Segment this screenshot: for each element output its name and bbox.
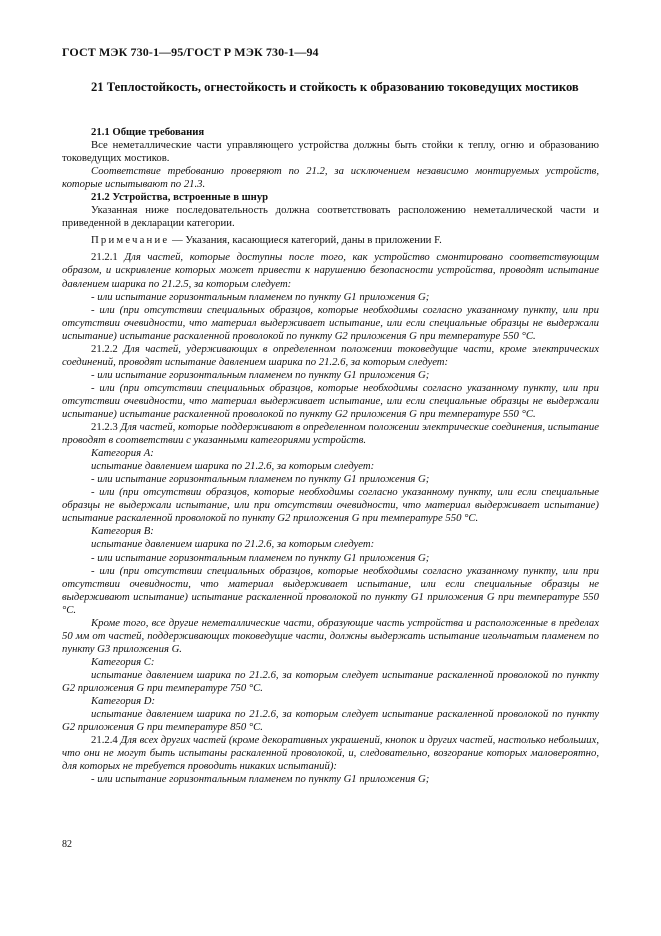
paragraph bbox=[62, 447, 599, 460]
paragraph bbox=[62, 552, 599, 565]
paragraph bbox=[62, 617, 599, 656]
clause-number: 21.2.3 bbox=[91, 421, 118, 434]
paragraph-text: - или испытание горизонтальным пламенем по пункту G1 приложения G; bbox=[91, 773, 430, 786]
paragraph bbox=[62, 291, 599, 304]
document-header: ГОСТ МЭК 730-1—95/ГОСТ Р МЭК 730-1—94 bbox=[62, 45, 319, 59]
paragraph-text: - или (при отсутствии специальных образцов, которые необходимы согласно указанному пункту, или при отсутствии очевидности, что материал выдерживает испытание, или если специальные образцы не выдержали испытание) испытание раскаленной проволокой по пункту G2 приложения G при температуре 550 °С. bbox=[62, 381, 599, 420]
paragraph bbox=[62, 204, 599, 230]
paragraph-text: Указанная ниже последовательность должна соответствовать расположению неметаллической части и приведенной в декларации категории. bbox=[62, 204, 599, 230]
paragraph-text: - или испытание горизонтальным пламенем по пункту G1 приложения G; bbox=[91, 290, 430, 303]
paragraph-text: Категория С: bbox=[91, 655, 155, 668]
paragraph bbox=[62, 251, 599, 290]
clause-text: Для частей, которые поддерживают в определенном положении электрические соединения, испытание проводят в соответствии с указанными категориями устройств. bbox=[62, 421, 599, 447]
paragraph-text: - или испытание горизонтальным пламенем по пункту G1 приложения G; bbox=[91, 473, 430, 486]
clause-number: 21.2.1 bbox=[91, 251, 118, 264]
paragraph bbox=[62, 538, 599, 551]
paragraph bbox=[62, 695, 599, 708]
paragraph-text: 21.1 Общие требования bbox=[91, 126, 205, 138]
paragraph-text: Категория В: bbox=[91, 525, 154, 538]
paragraph bbox=[62, 734, 599, 773]
paragraph-text: 21.2 Устройства, встроенные в шнур bbox=[91, 191, 269, 204]
paragraph bbox=[62, 473, 599, 486]
page-number: 82 bbox=[62, 839, 72, 850]
paragraph bbox=[62, 191, 599, 204]
paragraph bbox=[62, 165, 599, 191]
paragraph-text: - или (при отсутствии специальных образцов, которые необходимы согласно указанному пункту, или при отсутствии очевидности, что материал выдерживает испытание, или если специальные образцы не выдерживают испытание) испытание раскаленной проволокой по пункту G1 приложения G при температуре 550 °С. bbox=[62, 564, 599, 616]
paragraph bbox=[62, 525, 599, 538]
paragraph-text: испытание давлением шарика по 21.2.6, за которым следует: bbox=[91, 460, 375, 473]
paragraph bbox=[62, 126, 599, 139]
paragraph-text: испытание давлением шарика по 21.2.6, за которым следует испытание раскаленной проволокой по пункту G2 приложения G при температуре 850 °С. bbox=[62, 708, 599, 734]
paragraph-text: — Указания, касающиеся категорий, даны в приложении F. bbox=[169, 234, 442, 247]
paragraph bbox=[62, 304, 599, 343]
paragraph bbox=[62, 669, 599, 695]
paragraph bbox=[62, 708, 599, 734]
paragraph bbox=[62, 460, 599, 473]
paragraph bbox=[62, 139, 599, 165]
paragraph-text: - или (при отсутствии образцов, которые необходимы согласно указанному пункту, или если специальные образцы не выдержали испытание, или при отсутствии очевидности, что материал выдерживает испытание) испытание раскаленной проволокой по пункту G2 приложения G при температуре 550 °С. bbox=[62, 486, 599, 525]
clause-text: Для частей, которые доступны после того, как устройство смонтировано соответствующим образом, и искривление которых может привести к нарушению безопасности устройства, проводят испытание давлением шарика по 21.2.5, за которым следует: bbox=[62, 251, 599, 290]
paragraph-text: испытание давлением шарика по 21.2.6, за которым следует: bbox=[91, 538, 375, 551]
paragraph bbox=[62, 656, 599, 669]
note-label: Примечание bbox=[91, 234, 170, 247]
paragraph-text: Все неметаллические части управляющего устройства должны быть стойки к теплу, огню и образованию токоведущих мостиков. bbox=[62, 139, 599, 165]
section-title: 21 Теплостойкость, огнестойкость и стойкость к образованию токоведущих мостиков bbox=[91, 80, 579, 94]
paragraph bbox=[62, 486, 599, 525]
document-body bbox=[62, 126, 599, 786]
paragraph-text: - или (при отсутствии специальных образцов, которые необходимы согласно указанному пункту, или при отсутствии очевидности, что материал выдерживает испытание, или если специальные образцы не выдержали испытание) испытание раскаленной проволокой по пункту G2 приложения G при температуре 550 °С. bbox=[62, 303, 599, 342]
clause-number: 21.2.4 bbox=[91, 734, 118, 747]
paragraph-text: испытание давлением шарика по 21.2.6, за которым следует испытание раскаленной проволокой по пункту G2 приложения G при температуре 750 °С. bbox=[62, 668, 599, 694]
paragraph bbox=[62, 234, 599, 247]
clause-number: 21.2.2 bbox=[91, 342, 118, 355]
paragraph bbox=[62, 343, 599, 369]
paragraph bbox=[62, 565, 599, 617]
paragraph bbox=[62, 369, 599, 382]
clause-text: Для частей, удерживающих в определенном положении токоведущие части, кроме электрических соединений, проводят испытание давлением шарика по 21.2.6, за которым следует: bbox=[62, 342, 599, 368]
clause-text: Для всех других частей (кроме декоративных украшений, кнопок и других частей, настолько небольших, что они не могут быть испытаны раскаленной проволокой, и, следовательно, возгорание которых маловероятно, для которых не требуется проводить никаких испытаний): bbox=[62, 734, 599, 773]
paragraph bbox=[62, 773, 599, 786]
paragraph bbox=[62, 382, 599, 421]
paragraph-text: Категория D: bbox=[91, 695, 156, 708]
paragraph-text: Кроме того, все другие неметаллические части, образующие часть устройства и расположенные в пределах 50 мм от частей, поддерживающих токоведущие части, должны выдержать испытание игольчатым пламенем по пункту G3 приложения G. bbox=[62, 616, 599, 655]
paragraph-text: - или испытание горизонтальным пламенем по пункту G1 приложения G; bbox=[91, 368, 430, 381]
paragraph-text: Соответствие требованию проверяют по 21.2, за исключением независимо монтируемых устройств, которые испытывают по 21.3. bbox=[62, 165, 599, 191]
paragraph bbox=[62, 421, 599, 447]
paragraph-text: Категория А: bbox=[91, 447, 154, 460]
paragraph-text: - или испытание горизонтальным пламенем по пункту G1 приложения G; bbox=[91, 551, 430, 564]
